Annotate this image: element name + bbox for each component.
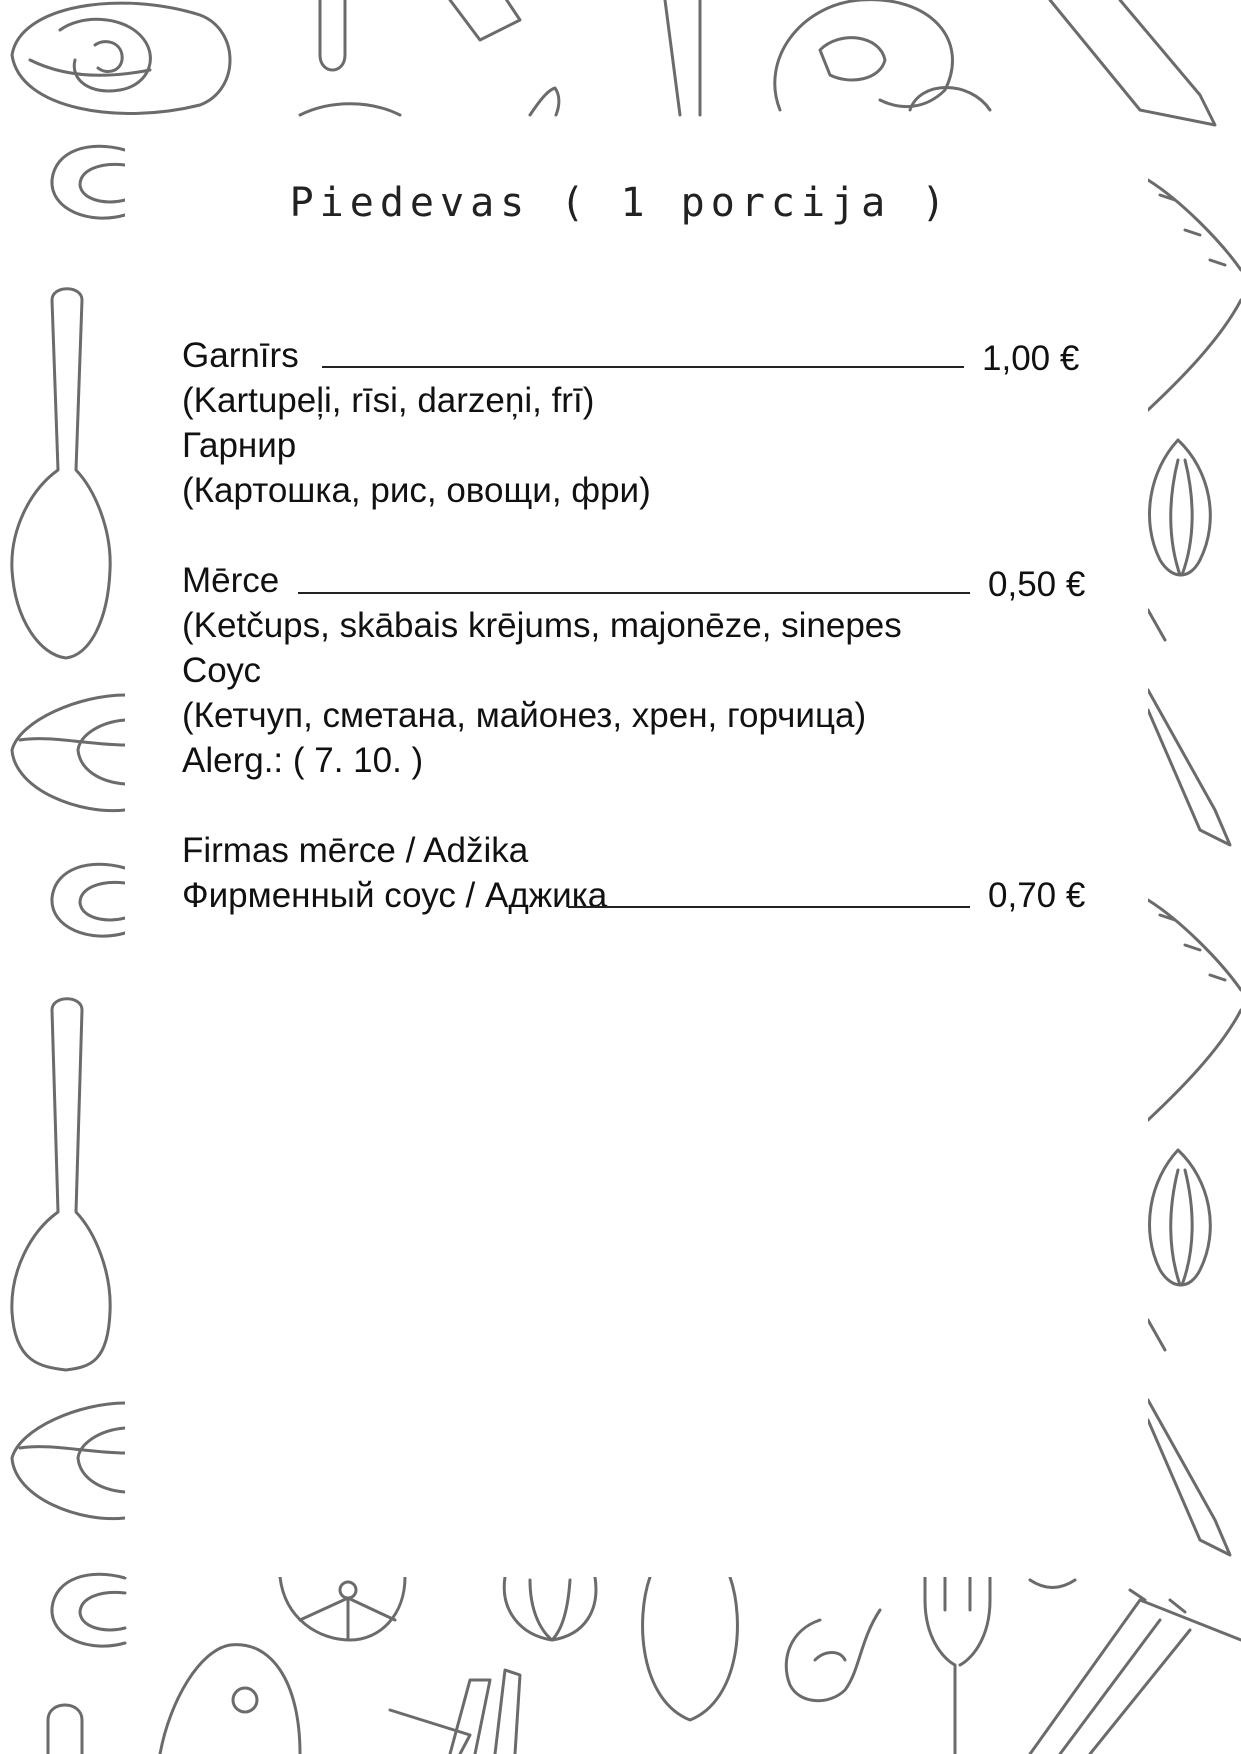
item-name-russian: Соус xyxy=(182,651,261,690)
item-description-russian: (Кетчуп, сметана, майонез, хрен, горчица) xyxy=(182,696,867,735)
fries-icon xyxy=(1050,0,1215,125)
salmon-steak-icon xyxy=(12,3,230,113)
item-price-merce: 0,50 € xyxy=(988,565,1086,604)
onion-icon xyxy=(504,1577,596,1640)
item-price-firmas-merce: 0,70 € xyxy=(988,876,1086,915)
ribs-icon xyxy=(1148,900,1241,1120)
item-description-russian: (Картошка, рис, овощи, фри) xyxy=(182,471,651,510)
price-leader-line xyxy=(298,592,970,594)
price-leader-line xyxy=(568,906,970,908)
page-title: Piedevas ( 1 porcija ) xyxy=(289,180,952,226)
allergens-note: Alerg.: ( 7. 10. ) xyxy=(182,741,424,780)
item-description: (Ketčups, skābais krējums, majonēze, sinepes xyxy=(182,606,902,645)
salmon-steak-icon xyxy=(12,1403,125,1519)
item-name-garnirs: Garnīrs xyxy=(182,336,299,375)
fries-icon xyxy=(390,1670,520,1754)
onion-icon xyxy=(1150,440,1211,575)
item-name-merce: Mērce xyxy=(182,561,280,600)
item-description: (Kartupeļi, rīsi, darzeņi, frī) xyxy=(182,381,595,420)
meat-steak-icon xyxy=(160,1645,300,1754)
price-leader-line xyxy=(322,366,964,368)
spoon-icon xyxy=(48,1705,82,1754)
shell-icon xyxy=(52,864,125,936)
ribs-icon xyxy=(1030,1590,1241,1754)
fries-icon xyxy=(1148,1320,1230,1555)
lemon-slice-icon xyxy=(280,1577,405,1640)
ribs-icon xyxy=(450,0,520,40)
salmon-steak-icon xyxy=(12,695,125,811)
item-name-russian: Фирменный соус / Аджика xyxy=(182,876,608,915)
spoon-icon xyxy=(12,999,110,1370)
fries-icon xyxy=(1148,610,1230,845)
spoon-icon xyxy=(12,289,110,658)
spoon-icon xyxy=(643,1577,738,1720)
shell-icon xyxy=(52,1574,125,1646)
item-name-russian: Гарнир xyxy=(182,426,297,465)
item-price-garnirs: 1,00 € xyxy=(982,339,1080,378)
item-name-firmas-merce: Firmas mērce / Adžika xyxy=(182,831,529,870)
onion-icon xyxy=(1150,1150,1211,1285)
garlic-icon xyxy=(786,1610,880,1701)
fork-icon xyxy=(925,1577,990,1754)
spoon-icon xyxy=(320,0,345,70)
